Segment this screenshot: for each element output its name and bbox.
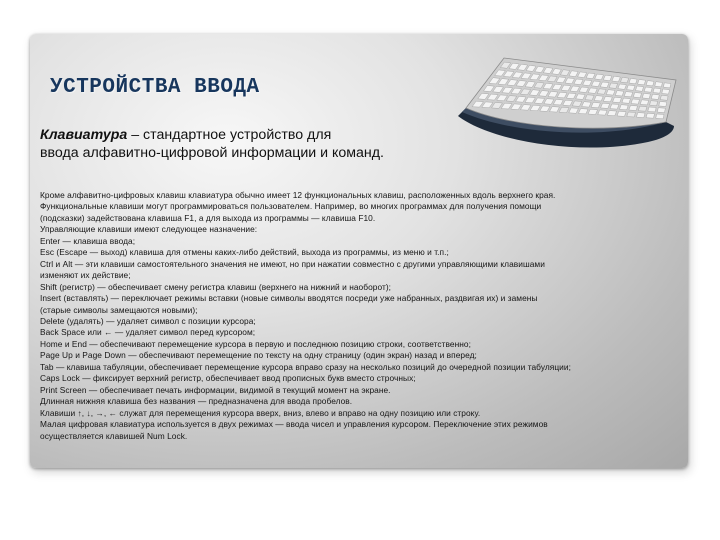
body-text bbox=[40, 190, 686, 442]
keyboard-key bbox=[617, 111, 626, 116]
keyboard-key bbox=[636, 113, 645, 118]
intro-line1-rest: – стандартное устройство для bbox=[127, 127, 332, 143]
intro-line2: ввода алфавитно-цифровой информации и команд. bbox=[40, 145, 384, 161]
keyboard-key bbox=[657, 108, 665, 113]
body-line: Кроме алфавитно-цифровых клавиш клавиатура обычно имеет 12 функциональных клавиш, расположенных вдоль верхнего края. bbox=[40, 190, 556, 200]
body-line: изменяют их действие; bbox=[40, 270, 131, 281]
body-line: Малая цифровая клавиатура используется в двух режимах — ввода чисел и управления курсором. Переключение этих режимов bbox=[40, 419, 548, 430]
body-line: Delete (удалять) — удаляет символ с позиции курсора; bbox=[40, 315, 256, 326]
keyboard-key bbox=[646, 113, 654, 118]
keyboard-icon bbox=[452, 38, 684, 158]
body-line: Back Space или ← — удаляет символ перед курсором; bbox=[40, 327, 256, 338]
keyboard-key bbox=[662, 89, 670, 94]
body-line: Home и End — обеспечивают перемещение курсора в первую и последнюю позицию строки, соответственно; bbox=[40, 338, 471, 349]
body-line: Insert (вставлять) — переключает режимы вставки (новые символы вводятся посреди уже набранных, раздвигая их) и замены bbox=[40, 293, 538, 304]
keyboard-key bbox=[631, 99, 639, 104]
keyboard-key bbox=[663, 83, 670, 88]
keyboard-key bbox=[620, 105, 629, 110]
keyboard-key bbox=[622, 98, 631, 103]
keyboard-key bbox=[656, 114, 664, 119]
keyboard-key bbox=[640, 100, 648, 105]
body-line: Tab — клавиша табуляции, обеспечивает перемещение курсора вправо сразу на несколько позиций до очередной позиции табуляции; bbox=[40, 361, 571, 372]
keyboard-key bbox=[638, 106, 646, 111]
keyboard-key bbox=[642, 93, 650, 98]
body-line: Функциональные клавиши могут программироваться пользователем. Например, во многих программах для получения помощи bbox=[40, 201, 542, 212]
keyboard-key bbox=[650, 101, 658, 106]
keyboard-key bbox=[651, 94, 659, 99]
body-line: Ctrl и Alt — эти клавиши самостоятельного значения не имеют, но при нажатии совместно с другими управляющими клавишами bbox=[40, 258, 545, 269]
keyboard-key bbox=[644, 87, 652, 92]
keyboard-key bbox=[660, 95, 668, 100]
intro-paragraph bbox=[40, 126, 460, 162]
body-line: (старые символы замещаются новыми); bbox=[40, 304, 198, 315]
body-line: Enter — клавиша ввода; bbox=[40, 235, 136, 246]
keyboard-key bbox=[646, 81, 654, 86]
body-line: (подсказки) задействована клавиша F1, а для выхода из программы — клавиша F10. bbox=[40, 212, 376, 223]
keyboard-key bbox=[653, 88, 661, 93]
slide-title: УСТРОЙСТВА ВВОДА bbox=[50, 76, 260, 99]
keyboard-key bbox=[624, 92, 632, 97]
keyboard-key bbox=[629, 78, 637, 83]
keyboard-key bbox=[655, 82, 663, 87]
keyboard-key bbox=[638, 80, 646, 85]
keyboard-key bbox=[659, 102, 667, 107]
body-line: осуществляется клавишей Num Lock. bbox=[40, 430, 188, 441]
keyboard-key bbox=[633, 93, 641, 98]
body-line: Caps Lock — фиксирует верхний регистр, обеспечивает ввод прописных букв вместо строчных; bbox=[40, 373, 416, 384]
keyboard-key bbox=[629, 106, 638, 111]
keyboard-key bbox=[627, 112, 636, 117]
intro-term: Клавиатура bbox=[40, 127, 128, 143]
body-line: Print Screen — обеспечивает печать информации, видимой в текущий момент на экране. bbox=[40, 384, 391, 395]
body-line: Shift (регистр) — обеспечивает смену регистра клавиш (верхнего на нижний и наоборот); bbox=[40, 281, 392, 292]
keyboard-key bbox=[648, 107, 656, 112]
body-line: Page Up и Page Down — обеспечивают перемещение по тексту на одну страницу (один экран) назад и вперед; bbox=[40, 350, 477, 361]
body-line: Управляющие клавиши имеют следующее назначение: bbox=[40, 224, 258, 235]
slide-card bbox=[30, 34, 688, 468]
body-line: Длинная нижняя клавиша без названия — предназначена для ввода пробелов. bbox=[40, 396, 353, 407]
keyboard-key bbox=[598, 110, 607, 115]
keyboard-key bbox=[636, 86, 644, 91]
body-line: Клавиши ↑, ↓, →, ← служат для перемещения курсора вверх, вниз, влево и вправо на одну позицию или строку. bbox=[40, 407, 481, 418]
body-line: Esc (Escape — выход) клавиша для отмены каких-либо действий, выхода из программы, из меню и т.п.; bbox=[40, 247, 449, 258]
keyboard-key bbox=[627, 85, 635, 90]
